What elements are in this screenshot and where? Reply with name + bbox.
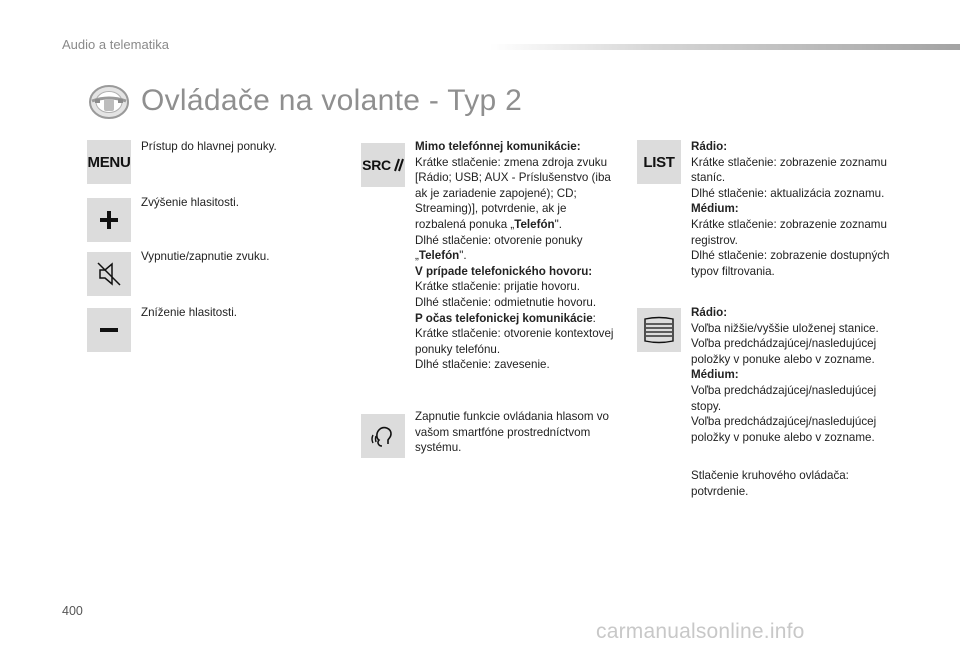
src-heading-idle: Mimo telefónnej komunikácie: [415,140,581,153]
section-title: Audio a telematika [62,37,169,52]
voice-command-icon [361,414,405,458]
list-button-icon [637,140,681,184]
thumbwheel-icon [637,308,681,352]
minus-icon [87,308,131,352]
list-heading-radio: Rádio: [691,140,728,153]
src-long-press: Dlhé stlačenie: otvorenie ponuky „ [415,233,583,263]
mute-description: Vypnutie/zapnutie zvuku. [141,250,270,263]
src-during-long: Dlhé stlačenie: zavesenie. [415,358,550,372]
wheel-heading-media: Médium: [691,368,739,382]
phone-handset-icon [392,158,404,172]
src-heading-colon: : [592,311,596,325]
menu-button-icon [87,140,131,184]
src-button-label: SRC [362,157,391,173]
src-heading-call: V prípade telefonického hovoru: [415,264,593,278]
page-number: 400 [62,604,83,618]
wheel-heading-radio: Rádio: [691,306,728,319]
src-call-short: Krátke stlačenie: prijatie hovoru. [415,280,580,294]
src-long-press-text [415,233,620,264]
src-telefon-1: Telefón [514,217,555,231]
list-media-long: Dlhé stlačenie: zobrazenie dostupných typov filtrovania. [691,249,890,278]
thumbwheel-press-description: Stlačenie kruhového ovládača: potvrdenie. [691,469,849,498]
mute-speaker-icon [87,252,131,296]
src-call-long: Dlhé stlačenie: odmietnutie hovoru. [415,295,597,309]
src-long-press-end: ". [459,249,467,263]
menu-description: Prístup do hlavnej ponuky. [141,140,277,153]
wheel-media-item: Voľba predchádzajúcej/nasledujúcej položky v ponuke alebo v zozname. [691,415,877,444]
src-short-press-text [415,155,620,233]
src-description [415,139,620,373]
list-button-label: LIST [643,153,675,171]
list-media-short: Krátke stlačenie: zobrazenie zoznamu registrov. [691,217,887,247]
volume-down-description: Zníženie hlasitosti. [141,306,238,319]
src-telefon-2: Telefón [418,249,460,263]
list-description [691,139,901,279]
src-short-press: Krátke stlačenie: zmena zdroja zvuku [Rádio; USB; AUX - Príslušenstvo (iba ak je zariadenie zapojené); CD; Streaming)], potvrdenie, ak je rozbalená ponuka „ [415,155,611,231]
list-heading-media: Médium: [691,202,739,216]
wheel-radio-station: Voľba nižšie/vyššie uloženej stanice. [691,321,879,335]
list-radio-short: Krátke stlačenie: zobrazenie zoznamu staníc. [691,155,887,185]
src-heading-during-call: P očas telefonickej komunikácie [415,311,593,325]
page-title: Ovládače na volante - Typ 2 [141,84,523,117]
watermark: carmanualsonline.info [596,620,805,643]
steering-wheel-icon [88,84,130,120]
wheel-media-track: Voľba predchádzajúcej/nasledujúcej stopy. [691,383,877,413]
thumbwheel-description [691,305,906,445]
voice-description: Zapnutie funkcie ovládania hlasom vo vašom smartfóne prostredníctvom systému. [415,410,609,455]
header-bar [490,44,960,50]
list-radio-long: Dlhé stlačenie: aktualizácia zoznamu. [691,186,885,200]
src-short-press-end: ". [554,217,562,231]
src-button-icon [361,143,405,187]
wheel-radio-item: Voľba predchádzajúcej/nasledujúcej položky v ponuke alebo v zozname. [691,337,877,366]
plus-icon [87,198,131,242]
volume-up-description: Zvýšenie hlasitosti. [141,196,239,209]
menu-button-label: MENU [87,153,131,171]
src-heading-during-call-text [415,311,620,327]
src-during-short: Krátke stlačenie: otvorenie kontextovej ponuky telefónu. [415,327,614,356]
